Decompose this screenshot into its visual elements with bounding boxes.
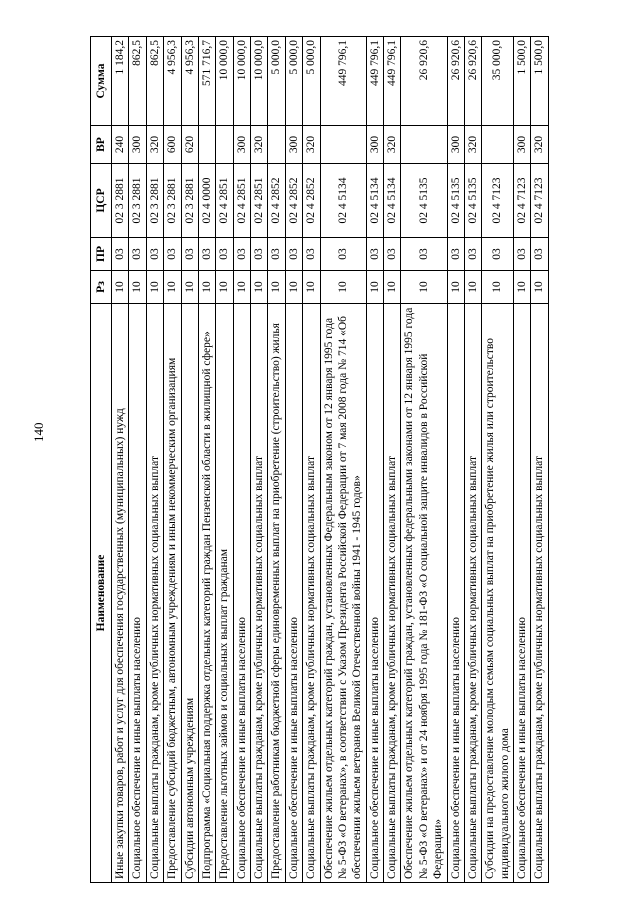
cell-csr: 02 4 2851 [216,164,233,238]
table-row [303,37,320,883]
cell-vr: 300 [366,126,383,164]
cell-csr: 02 4 5135 [464,164,481,238]
cell-csr: 02 4 5135 [401,164,447,238]
cell-rz: 10 [268,271,285,304]
cell-name: Обеспечение жильем отдельных категорий граждан, установленных Федеральным законом от 12 января 1995 года № 5-ФЗ «О ветеранах», в соответствии с Указом Президента Российской Федерации от 7 мая 2008 года № 714 «Об обеспечении жильем ветеранов Великой Отечественной войны 1941 - 1945 годов» [320,304,366,883]
cell-sum: 4 956,3 [164,37,181,126]
cell-sum: 26 920,6 [401,37,447,126]
cell-vr [401,126,447,164]
table-header-row [91,37,112,883]
cell-pr: 03 [401,238,447,271]
table-row [164,37,181,883]
cell-sum: 449 796,1 [384,37,401,126]
cell-name: Обеспечение жильем отдельных категорий граждан, установленных федеральными законами от 12 января 1995 года № 5-ФЗ «О ветеранах» и от 24 ноября 1995 года № 181-ФЗ «О социальной защите инвалидов в Российской Федерации» [401,304,447,883]
cell-name: Социальные выплаты гражданам, кроме публичных нормативных социальных выплат [384,304,401,883]
cell-sum: 449 796,1 [366,37,383,126]
cell-vr: 320 [251,126,268,164]
table-row [129,37,146,883]
column-header-name: Наименование [91,304,112,883]
cell-name: Подпрограмма «Социальная поддержка отдельных категорий граждан Пензенской области в жилищной сфере» [198,304,215,883]
table-row [401,37,447,883]
cell-pr: 03 [531,238,548,271]
cell-sum: 5 000,0 [303,37,320,126]
cell-rz: 10 [251,271,268,304]
table-row [233,37,250,883]
cell-name: Предоставление работникам бюджетной сферы единовременных выплат на приобретение (строительство) жилья [268,304,285,883]
cell-sum: 10 000,0 [251,37,268,126]
table-row [268,37,285,883]
budget-table [90,36,549,883]
column-header-vr: ВР [91,126,112,164]
cell-name: Социальное обеспечение и иные выплаты населению [129,304,146,883]
cell-vr: 300 [447,126,464,164]
cell-rz: 10 [146,271,163,304]
cell-rz: 10 [129,271,146,304]
table-row [198,37,215,883]
cell-name: Социальное обеспечение и иные выплаты населению [366,304,383,883]
cell-sum: 571 716,7 [198,37,215,126]
cell-vr: 600 [164,126,181,164]
cell-csr: 02 4 5134 [320,164,366,238]
table-row [447,37,464,883]
cell-csr: 02 3 2881 [112,164,129,238]
cell-rz: 10 [531,271,548,304]
cell-rz: 10 [233,271,250,304]
cell-csr: 02 4 5134 [366,164,383,238]
cell-pr: 03 [251,238,268,271]
cell-rz: 10 [514,271,531,304]
cell-vr [268,126,285,164]
table-body [112,37,549,883]
cell-rz: 10 [384,271,401,304]
cell-rz: 10 [482,271,514,304]
cell-rz: 10 [366,271,383,304]
column-header-csr: ЦСР [91,164,112,238]
cell-sum: 862,5 [129,37,146,126]
cell-csr: 02 4 2852 [285,164,302,238]
cell-vr: 300 [233,126,250,164]
cell-pr: 03 [198,238,215,271]
cell-pr: 03 [233,238,250,271]
cell-sum: 862,5 [146,37,163,126]
table-row [146,37,163,883]
cell-rz: 10 [112,271,129,304]
cell-name: Иные закупки товаров, работ и услуг для обеспечения государственных (муниципальных) нужд [112,304,129,883]
cell-name: Субсидии автономным учреждениям [181,304,198,883]
cell-sum: 26 920,6 [464,37,481,126]
cell-csr: 02 4 7123 [514,164,531,238]
cell-vr: 320 [384,126,401,164]
cell-pr: 03 [285,238,302,271]
cell-vr [198,126,215,164]
page-number: 140 [31,422,46,442]
cell-pr: 03 [366,238,383,271]
cell-vr: 320 [531,126,548,164]
cell-pr: 03 [164,238,181,271]
cell-vr: 300 [285,126,302,164]
cell-name: Социальные выплаты гражданам, кроме публичных нормативных социальных выплат [146,304,163,883]
cell-csr: 02 4 2851 [233,164,250,238]
cell-sum: 449 796,1 [320,37,366,126]
cell-csr: 02 4 7123 [482,164,514,238]
cell-pr: 03 [514,238,531,271]
cell-pr: 03 [384,238,401,271]
cell-pr: 03 [464,238,481,271]
column-header-sum: Сумма [91,37,112,126]
cell-sum: 26 920,6 [447,37,464,126]
cell-csr: 02 4 5134 [384,164,401,238]
cell-rz: 10 [181,271,198,304]
cell-csr: 02 3 2881 [146,164,163,238]
cell-csr: 02 4 5135 [447,164,464,238]
cell-sum: 10 000,0 [233,37,250,126]
cell-csr: 02 3 2881 [181,164,198,238]
cell-csr: 02 3 2881 [164,164,181,238]
cell-rz: 10 [320,271,366,304]
cell-rz: 10 [401,271,447,304]
cell-rz: 10 [285,271,302,304]
table-row [285,37,302,883]
cell-vr [216,126,233,164]
cell-vr [482,126,514,164]
cell-vr: 620 [181,126,198,164]
cell-vr [320,126,366,164]
cell-csr: 02 4 7123 [531,164,548,238]
cell-rz: 10 [216,271,233,304]
cell-vr: 320 [146,126,163,164]
cell-rz: 10 [164,271,181,304]
table-row [464,37,481,883]
cell-vr: 320 [464,126,481,164]
table-row [181,37,198,883]
cell-name: Социальное обеспечение и иные выплаты населению [233,304,250,883]
cell-csr: 02 4 2851 [251,164,268,238]
table-row [482,37,514,883]
cell-csr: 02 3 2881 [129,164,146,238]
cell-pr: 03 [320,238,366,271]
cell-name: Субсидии на предоставление молодым семьям социальных выплат на приобретение жилья или строительство индивидуального жилого дома [482,304,514,883]
cell-name: Социальное обеспечение и иные выплаты населению [447,304,464,883]
cell-rz: 10 [447,271,464,304]
cell-name: Предоставление субсидий бюджетным, автономным учреждениям и иным некоммерческим организациям [164,304,181,883]
cell-sum: 4 956,3 [181,37,198,126]
cell-name: Социальное обеспечение и иные выплаты населению [285,304,302,883]
cell-sum: 10 000,0 [216,37,233,126]
cell-pr: 03 [447,238,464,271]
cell-sum: 1 184,2 [112,37,129,126]
cell-vr: 320 [303,126,320,164]
cell-pr: 03 [216,238,233,271]
cell-pr: 03 [303,238,320,271]
cell-name: Социальное обеспечение и иные выплаты населению [514,304,531,883]
cell-vr: 240 [112,126,129,164]
cell-csr: 02 4 0000 [198,164,215,238]
cell-sum: 1 500,0 [514,37,531,126]
cell-name: Социальные выплаты гражданам, кроме публичных нормативных социальных выплат [464,304,481,883]
cell-pr: 03 [268,238,285,271]
cell-name: Социальные выплаты гражданам, кроме публичных нормативных социальных выплат [531,304,548,883]
cell-pr: 03 [129,238,146,271]
table-row [320,37,366,883]
cell-csr: 02 4 2852 [268,164,285,238]
cell-vr: 300 [129,126,146,164]
table-row [366,37,383,883]
cell-name: Предоставление льготных займов и социальных выплат гражданам [216,304,233,883]
rotated-table-container [90,37,570,883]
cell-csr: 02 4 2852 [303,164,320,238]
cell-pr: 03 [146,238,163,271]
cell-sum: 1 500,0 [531,37,548,126]
column-header-pr: ПР [91,238,112,271]
cell-rz: 10 [198,271,215,304]
cell-rz: 10 [303,271,320,304]
cell-pr: 03 [482,238,514,271]
cell-sum: 35 000,0 [482,37,514,126]
table-row [514,37,531,883]
table-row [531,37,548,883]
cell-sum: 5 000,0 [285,37,302,126]
table-row [251,37,268,883]
cell-name: Социальные выплаты гражданам, кроме публичных нормативных социальных выплат [251,304,268,883]
cell-pr: 03 [181,238,198,271]
column-header-rz: Рз [91,271,112,304]
cell-vr: 300 [514,126,531,164]
table-row [112,37,129,883]
table-row [384,37,401,883]
table-row [216,37,233,883]
cell-pr: 03 [112,238,129,271]
cell-name: Социальные выплаты гражданам, кроме публичных нормативных социальных выплат [303,304,320,883]
cell-rz: 10 [464,271,481,304]
cell-sum: 5 000,0 [268,37,285,126]
